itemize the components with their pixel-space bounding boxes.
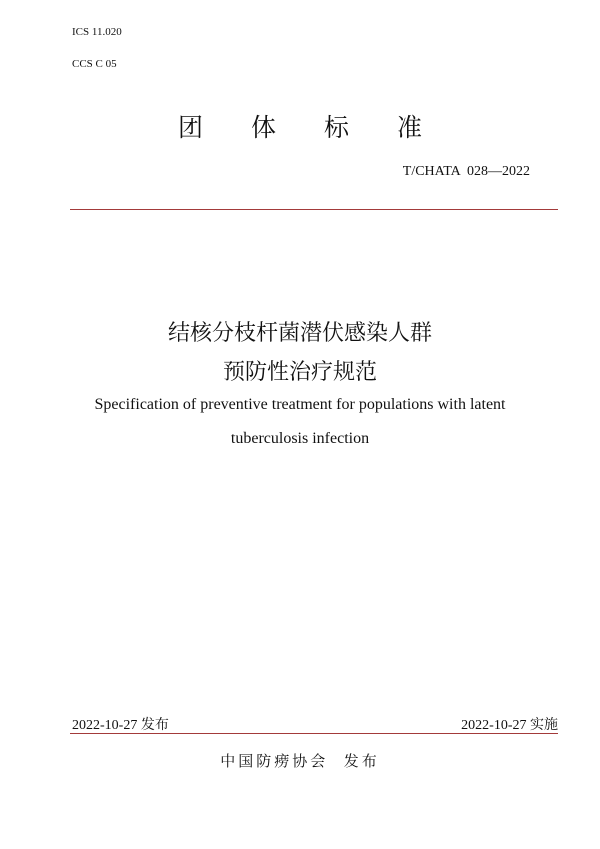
ccs-code: CCS C 05 — [72, 58, 117, 70]
standard-kind-char: 准 — [397, 113, 423, 142]
top-divider — [70, 209, 558, 210]
publish-date: 2022-10-27 发布 — [72, 718, 169, 733]
title-cn-line1: 结核分枝杆菌潜伏感染人群 — [167, 321, 432, 346]
ics-code: ICS 11.020 — [72, 26, 122, 38]
standard-kind — [0, 108, 600, 144]
standard-kind-char: 体 — [250, 113, 276, 142]
title-en-line1: Specification of preventive treatment for populations with latent — [94, 396, 506, 413]
title-en-line2: tuberculosis infection — [230, 430, 370, 447]
standard-code: T/CHATA 028—2022 — [402, 164, 530, 179]
implement-date: 2022-10-27 实施 — [461, 718, 558, 733]
title-cn-line2: 预防性治疗规范 — [222, 360, 377, 385]
issuer: 中国防痨协会 发布 — [220, 752, 380, 770]
bottom-divider — [70, 733, 558, 734]
standard-kind-char: 团 — [177, 113, 203, 142]
standard-kind-char: 标 — [324, 113, 350, 142]
